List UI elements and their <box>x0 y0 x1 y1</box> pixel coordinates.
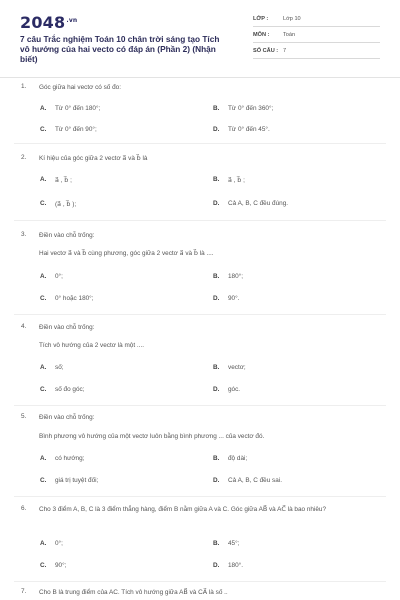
document-title: 7 câu Trắc nghiệm Toán 10 chân trời sáng tạo Tích vô hướng của hai vecto có đáp án (Phần 2) (Nhận biết) <box>20 34 220 65</box>
question-text: Cho 3 điểm A, B, C là 3 điểm thẳng hàng, điểm B nằm giữa A và C. Góc giữa AB⃗ và AC⃗ là bao nhiêu? <box>39 506 327 513</box>
site-logo[interactable]: $2048^{.vn}$ <box>20 13 78 32</box>
question-number: 5. <box>21 413 27 420</box>
question-divider <box>14 143 386 144</box>
question-number: 6. <box>21 505 27 512</box>
meta-label: LỚP : <box>253 16 269 22</box>
question-divider <box>14 496 386 497</box>
meta-row-question-count <box>253 45 380 59</box>
meta-value: Lớp 10 <box>283 16 301 22</box>
question-text: Điền vào chỗ trống: <box>39 414 95 421</box>
question-text: Cho B là trung điểm của AC. Tích vô hướng giữa AB⃗ và CA⃗ là số .. <box>39 589 228 596</box>
question-text: Góc giữa hai vectơ có số đo: <box>39 84 122 91</box>
page-header <box>0 0 400 75</box>
question-text: Điền vào chỗ trống: <box>39 232 95 239</box>
meta-row-grade <box>253 13 380 27</box>
question-number: 2. <box>21 154 27 161</box>
meta-label: MÔN : <box>253 32 270 38</box>
question-number: 1. <box>21 83 27 90</box>
question-divider <box>14 581 386 582</box>
header-divider <box>0 77 400 78</box>
question-text: Kí hiệu của góc giữa 2 vectơ a⃗ và b⃗ là <box>39 155 148 162</box>
question-number: 3. <box>21 231 27 238</box>
question-subtext: Bình phương vô hướng của một vectơ luôn bằng bình phương ... của vectơ đó. <box>39 433 265 440</box>
question-number: 4. <box>21 323 27 330</box>
meta-label: SỐ CÂU : <box>253 48 279 54</box>
meta-value: 7 <box>283 48 287 54</box>
question-subtext: Tích vô hướng của 2 vectơ là một .... <box>39 342 145 349</box>
question-number: 7. <box>21 588 27 595</box>
meta-row-subject <box>253 29 380 43</box>
question-text: Điền vào chỗ trống: <box>39 324 95 331</box>
question-divider <box>14 405 386 406</box>
question-divider <box>14 220 386 221</box>
question-divider <box>14 314 386 315</box>
meta-value: Toán <box>283 32 296 38</box>
question-subtext: Hai vectơ a⃗ và b⃗ cùng phương, góc giữa 2 vectơ a⃗ và b⃗ là .... <box>39 250 214 257</box>
